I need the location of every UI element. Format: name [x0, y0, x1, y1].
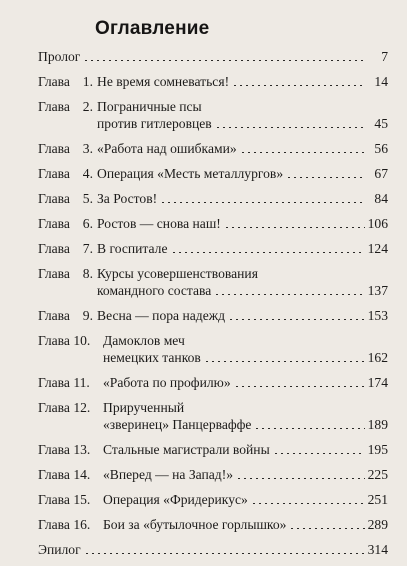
table-of-contents: [38, 48, 388, 566]
chapter-label: Глава: [38, 99, 70, 114]
toc-entry: [38, 516, 388, 533]
toc-entry: [38, 374, 388, 391]
toc-entry: [38, 491, 388, 508]
dot-leader: [84, 553, 365, 554]
toc-entry: [38, 98, 388, 132]
page-number: 195: [367, 442, 388, 457]
dot-leader: [240, 152, 365, 153]
toc-entry: [38, 265, 388, 299]
chapter-title: «зверинец» Панцерваффе: [103, 417, 252, 432]
chapter-title: Операция «Месть металлургов»: [97, 166, 284, 181]
chapter-number: 4.: [82, 166, 93, 181]
chapter-title: Эпилог: [38, 542, 81, 557]
page-number: 174: [367, 375, 388, 390]
chapter-number: 6.: [82, 216, 93, 231]
page-number: 314: [367, 542, 388, 557]
chapter-title: «Вперед — на Запад!»: [103, 467, 234, 482]
page-number: 289: [367, 517, 388, 532]
dot-leader: [273, 453, 365, 454]
toc-entry: [38, 73, 388, 90]
chapter-number: 9.: [82, 308, 93, 323]
chapter-title: Бои за «бутылочное горлышко»: [103, 517, 287, 532]
toc-entry: [38, 165, 388, 182]
page-number: 84: [374, 191, 388, 206]
page-number: 137: [367, 283, 388, 298]
dot-leader: [204, 361, 365, 362]
chapter-number: 5.: [82, 191, 93, 206]
page-number: 162: [367, 350, 388, 365]
chapter-title: В госпитале: [97, 241, 168, 256]
chapter-title: Не время сомневаться!: [97, 74, 230, 89]
toc-entry: [38, 307, 388, 324]
page-number: 14: [374, 74, 388, 89]
chapter-title: Прирученный: [103, 400, 185, 415]
chapter-title: «Работа над ошибками»: [97, 141, 237, 156]
chapter-label: Глава 13.: [38, 442, 91, 457]
chapter-label: Глава: [38, 266, 70, 281]
dot-leader: [160, 202, 365, 203]
chapter-title: Стальные магистрали войны: [103, 442, 270, 457]
chapter-number: 7.: [82, 241, 93, 256]
chapter-title: Курсы усовершенствования: [97, 266, 258, 281]
chapter-label: Глава 11.: [38, 375, 90, 390]
chapter-label: Глава 10.: [38, 333, 91, 348]
page-number: 67: [374, 166, 388, 181]
dot-leader: [236, 478, 365, 479]
dot-leader: [171, 252, 365, 253]
chapter-label: Глава: [38, 308, 70, 323]
chapter-label: Глава 12.: [38, 400, 91, 415]
chapter-label: Глава: [38, 216, 70, 231]
page-number: 189: [367, 417, 388, 432]
dot-leader: [83, 60, 365, 61]
chapter-title: Ростов — снова наш!: [97, 216, 221, 231]
toc-entry: [38, 541, 388, 558]
chapter-title: За Ростов!: [97, 191, 158, 206]
chapter-title: Дамоклов меч: [103, 333, 185, 348]
chapter-label: Глава 15.: [38, 492, 91, 507]
chapter-title: Пограничные псы: [97, 99, 202, 114]
toc-entry: [38, 215, 388, 232]
chapter-label: Глава 16.: [38, 517, 91, 532]
page-number: 106: [367, 216, 388, 231]
dot-leader: [224, 227, 365, 228]
chapter-label: Глава: [38, 241, 70, 256]
dot-leader: [254, 428, 364, 429]
chapter-label: Глава: [38, 191, 70, 206]
page-title: Оглавление: [95, 18, 210, 39]
chapter-title: против гитлеровцев: [97, 116, 212, 131]
dot-leader: [286, 177, 365, 178]
page-number: 45: [374, 116, 388, 131]
chapter-label: Глава: [38, 74, 70, 89]
toc-entry: [38, 190, 388, 207]
toc-entry: [38, 48, 388, 65]
chapter-number: 1.: [82, 74, 93, 89]
chapter-title: Весна — пора надежд: [97, 308, 226, 323]
toc-entry: [38, 466, 388, 483]
page-number: 153: [367, 308, 388, 323]
page-number: 7: [381, 49, 388, 64]
chapter-title: Пролог: [38, 49, 81, 64]
chapter-title: немецких танков: [103, 350, 201, 365]
chapter-number: 3.: [82, 141, 93, 156]
chapter-number: 8.: [82, 266, 93, 281]
chapter-title: Операция «Фридерикус»: [103, 492, 248, 507]
dot-leader: [232, 85, 365, 86]
dot-leader: [234, 386, 365, 387]
chapter-number: 2.: [82, 99, 93, 114]
toc-entry: [38, 332, 388, 366]
page-number: 56: [374, 141, 388, 156]
page-number: 225: [367, 467, 388, 482]
dot-leader: [289, 528, 364, 529]
toc-entry: [38, 240, 388, 257]
chapter-title: «Работа по профилю»: [103, 375, 231, 390]
page-number: 124: [367, 241, 388, 256]
toc-entry: [38, 140, 388, 157]
page-number: 251: [367, 492, 388, 507]
toc-entry: [38, 441, 388, 458]
dot-leader: [228, 319, 365, 320]
chapter-label: Глава 14.: [38, 467, 91, 482]
chapter-title: командного состава: [97, 283, 212, 298]
dot-leader: [214, 294, 364, 295]
dot-leader: [215, 127, 365, 128]
chapter-label: Глава: [38, 141, 70, 156]
chapter-label: Глава: [38, 166, 70, 181]
dot-leader: [251, 503, 365, 504]
toc-entry: [38, 399, 388, 433]
